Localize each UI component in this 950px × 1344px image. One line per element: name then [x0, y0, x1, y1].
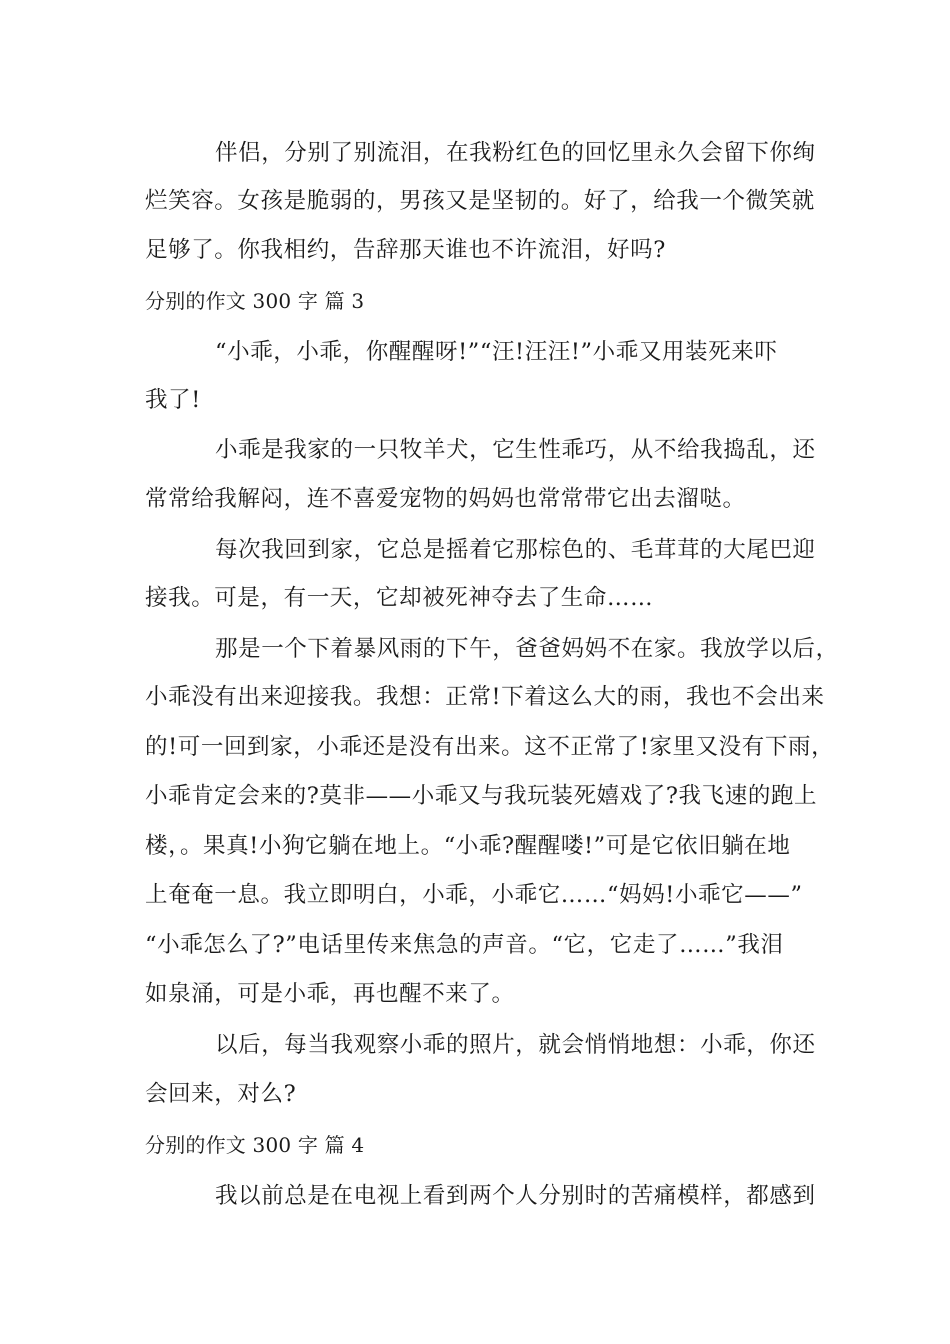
section-heading: 分别的作文 300 字 篇 3	[145, 289, 365, 313]
paragraph-line: 会回来，对么?	[145, 1081, 297, 1107]
section-heading: 分别的作文 300 字 篇 4	[145, 1133, 365, 1157]
paragraph-line: 那是一个下着暴风雨的下午，爸爸妈妈不在家。我放学以后，	[215, 636, 839, 662]
paragraph-line: “小乖怎么了?”电话里传来焦急的声音。“它，它走了……”我泪	[145, 932, 784, 958]
paragraph-line: 以后，每当我观察小乖的照片，就会悄悄地想：小乖，你还	[215, 1032, 816, 1058]
paragraph-line: 烂笑容。女孩是脆弱的，男孩又是坚韧的。好了，给我一个微笑就	[145, 188, 815, 214]
paragraph-line: 我以前总是在电视上看到两个人分别时的苦痛模样，都感到	[215, 1183, 816, 1209]
paragraph-line: 我了!	[145, 387, 201, 413]
paragraph-line: “小乖，小乖，你醒醒呀!”“汪!汪汪!”小乖又用装死来吓	[215, 339, 778, 365]
paragraph-line: 每次我回到家，它总是摇着它那棕色的、毛茸茸的大尾巴迎	[215, 537, 816, 563]
paragraph-line: 如泉涌，可是小乖，再也醒不来了。	[145, 981, 515, 1007]
paragraph-line: 的!可一回到家，小乖还是没有出来。这不正常了!家里又没有下雨，	[145, 734, 835, 760]
paragraph-line: 楼，。果真!小狗它躺在地上。“小乖?醒醒喽!”可是它依旧躺在地	[145, 833, 791, 859]
paragraph-line: 接我。可是，有一天，它却被死神夺去了生命……	[145, 585, 654, 611]
paragraph-line: 小乖肯定会来的?莫非——小乖又与我玩装死嬉戏了?我飞速的跑上	[145, 783, 818, 809]
paragraph-line: 常常给我解闷，连不喜爱宠物的妈妈也常常带它出去溜哒。	[145, 486, 746, 512]
paragraph-line: 上奄奄一息。我立即明白，小乖，小乖它……“妈妈!小乖它——”	[145, 882, 803, 908]
paragraph-line: 伴侣，分别了别流泪，在我粉红色的回忆里永久会留下你绚	[215, 140, 816, 166]
paragraph-line: 足够了。你我相约，告辞那天谁也不许流泪，好吗?	[145, 237, 666, 263]
paragraph-line: 小乖没有出来迎接我。我想：正常!下着这么大的雨，我也不会出来	[145, 684, 825, 710]
paragraph-line: 小乖是我家的一只牧羊犬，它生性乖巧，从不给我捣乱，还	[215, 437, 816, 463]
